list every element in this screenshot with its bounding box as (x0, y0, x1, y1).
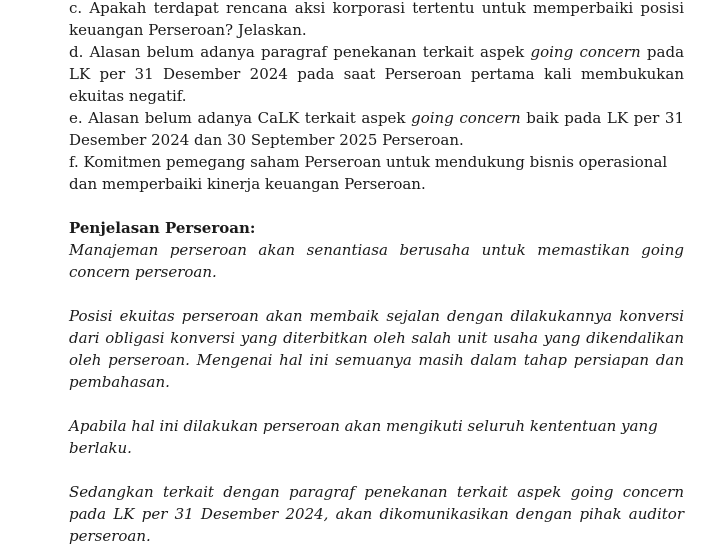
question-e-after: baik pada LK per 31 Desember 2024 dan 30 September 2025 Perseroan. (69, 109, 685, 149)
explanation-paragraph-1: Manajeman perseroan akan senantiasa berusaha untuk memastikan going concern perseroan. (69, 241, 684, 281)
question-d-before: d. Alasan belum adanya paragraf penekanan terkait aspek (69, 43, 531, 61)
explanation-heading: Penjelasan Perseroan: (69, 219, 256, 237)
question-e-before: e. Alasan belum adanya CaLK terkait aspek (69, 109, 412, 127)
spacer (69, 393, 684, 415)
spacer (69, 459, 684, 481)
question-d-emphasis: going concern (530, 43, 641, 61)
explanation-paragraph-3: Apabila hal ini dilakukan perseroan akan mengikuti seluruh kententuan yang berlaku. (69, 417, 658, 457)
spacer (69, 195, 684, 217)
question-c (69, 0, 684, 41)
question-d-after: pada LK per 31 Desember 2024 pada saat Perseroan pertama kali membukukan ekuitas negatif. (69, 43, 685, 105)
question-f-text: f. Komitmen pemegang saham Perseroan untuk mendukung bisnis operasional dan memperbaiki kinerja keuangan Perseroan. (69, 153, 668, 193)
question-f (69, 151, 684, 195)
spacer (69, 283, 684, 305)
question-c-text: c. Apakah terdapat rencana aksi korporasi tertentu untuk memperbaiki posisi keuangan Perseroan? Jelaskan. (69, 0, 684, 39)
document-page (69, 0, 684, 547)
explanation-paragraph-4: Sedangkan terkait dengan paragraf penekanan terkait aspek going concern pada LK per 31 Desember 2024, akan dikomunikasikan dengan pihak auditor perseroan. (69, 483, 684, 545)
question-d (69, 41, 684, 107)
explanation-paragraph-2: Posisi ekuitas perseroan akan membaik sejalan dengan dilakukannya konversi dari obligasi konversi yang diterbitkan oleh salah unit usaha yang dikendalikan oleh perseroan. Mengenai hal ini semuanya masih dalam tahap persiapan dan pembahasan. (69, 307, 684, 391)
question-e-emphasis: going concern (411, 109, 521, 127)
question-e (69, 107, 684, 151)
